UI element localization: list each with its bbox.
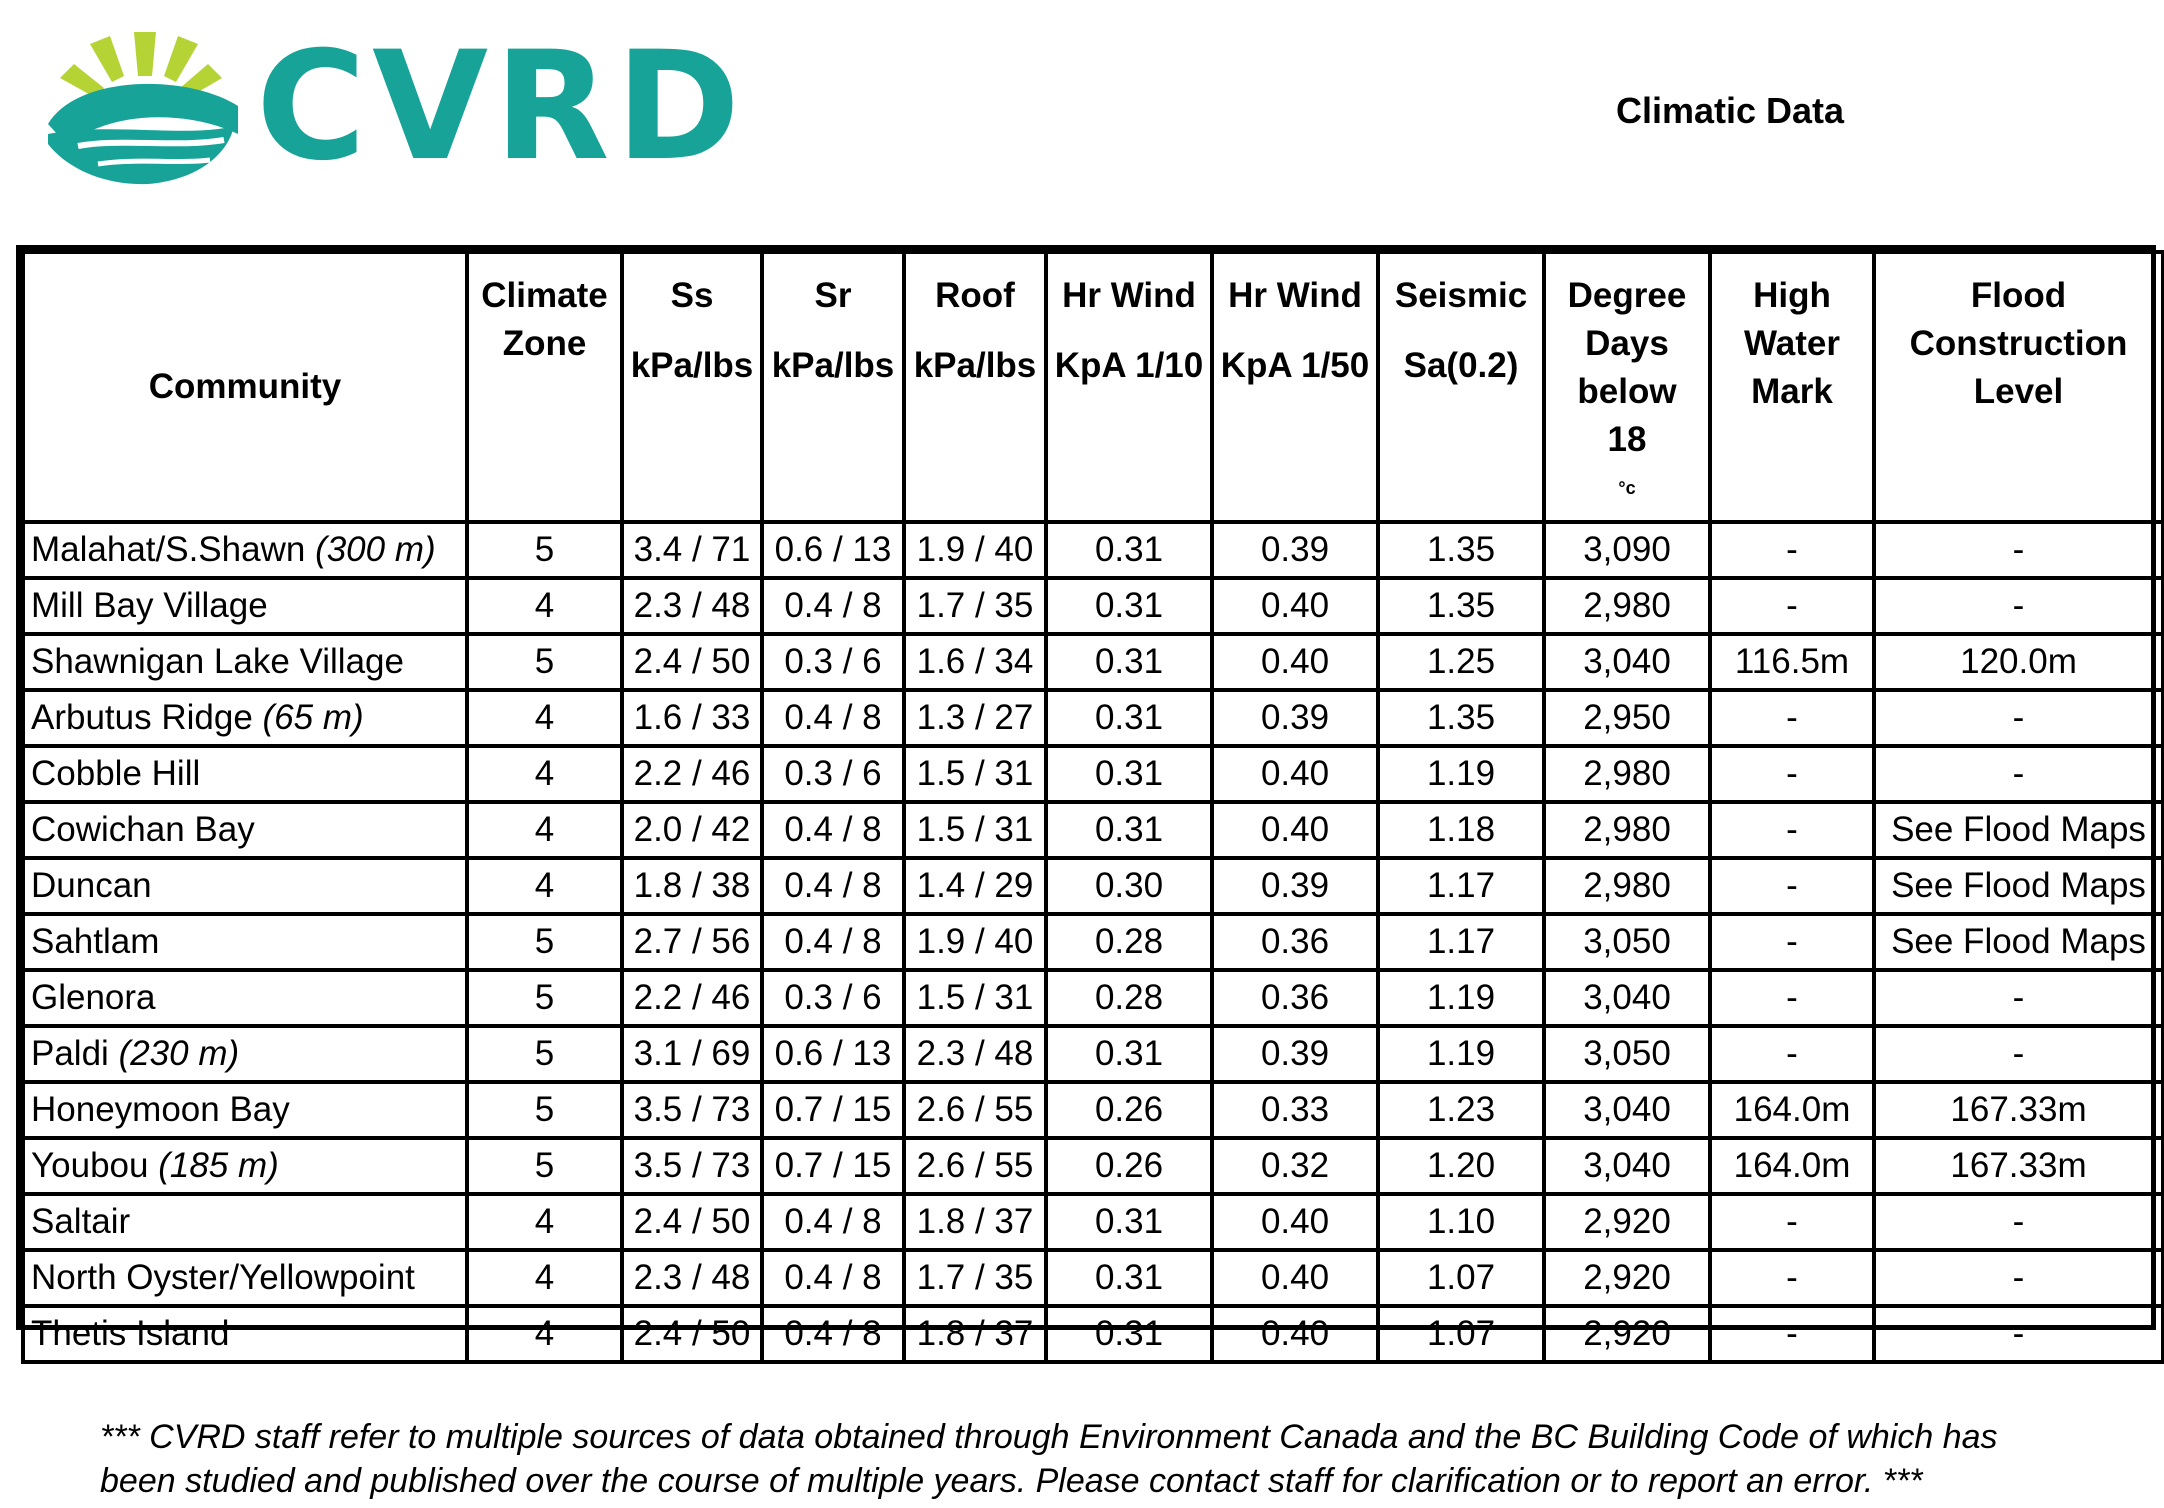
cell-degree-days: 2,980: [1544, 858, 1710, 914]
community-name: Arbutus Ridge: [31, 697, 253, 737]
cell-sr: 0.4 / 8: [762, 578, 904, 634]
cell-seismic: 1.07: [1378, 1306, 1544, 1362]
cell-climate-zone: 5: [467, 1026, 622, 1082]
cell-community: [23, 578, 467, 634]
cell-sr: 0.4 / 8: [762, 1250, 904, 1306]
cell-flood-construction-level: -: [1874, 1250, 2163, 1306]
cell-ss: 2.2 / 46: [622, 746, 762, 802]
cell-roof: 2.6 / 55: [904, 1082, 1046, 1138]
cell-degree-days: 3,090: [1544, 522, 1710, 578]
cell-high-water-mark: -: [1710, 746, 1874, 802]
table-row: [23, 1306, 2163, 1362]
cell-roof: 1.5 / 31: [904, 970, 1046, 1026]
cell-high-water-mark: -: [1710, 522, 1874, 578]
cell-climate-zone: 4: [467, 690, 622, 746]
cell-flood-construction-level: -: [1874, 970, 2163, 1026]
cell-ss: 1.6 / 33: [622, 690, 762, 746]
cell-seismic: 1.35: [1378, 690, 1544, 746]
cell-sr: 0.4 / 8: [762, 1194, 904, 1250]
cell-flood-construction-level: -: [1874, 746, 2163, 802]
table-row: [23, 690, 2163, 746]
cell-degree-days: 3,040: [1544, 1082, 1710, 1138]
cell-high-water-mark: -: [1710, 858, 1874, 914]
cell-climate-zone: 4: [467, 802, 622, 858]
header-ss: Ss kPa/lbs: [622, 252, 762, 522]
sun-wave-logo-icon: [38, 14, 248, 194]
cell-seismic: 1.35: [1378, 578, 1544, 634]
cell-climate-zone: 4: [467, 746, 622, 802]
cell-hr-wind-50: 0.36: [1212, 914, 1378, 970]
cell-seismic: 1.25: [1378, 634, 1544, 690]
cell-ss: 1.8 / 38: [622, 858, 762, 914]
cell-hr-wind-10: 0.28: [1046, 914, 1212, 970]
cell-hr-wind-10: 0.31: [1046, 578, 1212, 634]
cell-flood-construction-level: -: [1874, 1194, 2163, 1250]
cell-degree-days: 2,980: [1544, 746, 1710, 802]
cell-sr: 0.4 / 8: [762, 1306, 904, 1362]
community-name: Honeymoon Bay: [31, 1089, 290, 1129]
cell-degree-days: 3,050: [1544, 1026, 1710, 1082]
cell-climate-zone: 5: [467, 634, 622, 690]
community-name: Malahat/S.Shawn: [31, 529, 306, 569]
cell-high-water-mark: -: [1710, 1194, 1874, 1250]
cell-climate-zone: 5: [467, 970, 622, 1026]
cell-hr-wind-50: 0.40: [1212, 1194, 1378, 1250]
community-name: Saltair: [31, 1201, 131, 1241]
cell-community: [23, 634, 467, 690]
community-name: Youbou: [31, 1145, 149, 1185]
logo-wordmark: CVRD: [256, 20, 747, 194]
header-sr: Sr kPa/lbs: [762, 252, 904, 522]
cell-ss: 2.4 / 50: [622, 1306, 762, 1362]
community-name: Cobble Hill: [31, 753, 201, 793]
cell-degree-days: 3,040: [1544, 1138, 1710, 1194]
page-title: Climatic Data: [1615, 90, 1845, 131]
cell-ss: 2.4 / 50: [622, 1194, 762, 1250]
cell-high-water-mark: -: [1710, 578, 1874, 634]
cell-sr: 0.3 / 6: [762, 970, 904, 1026]
cell-degree-days: 3,040: [1544, 970, 1710, 1026]
cell-roof: 1.6 / 34: [904, 634, 1046, 690]
cell-roof: 1.5 / 31: [904, 746, 1046, 802]
cell-seismic: 1.17: [1378, 914, 1544, 970]
cvrd-logo: [38, 14, 747, 194]
cell-roof: 1.8 / 37: [904, 1194, 1046, 1250]
cell-community: [23, 1026, 467, 1082]
cell-sr: 0.7 / 15: [762, 1138, 904, 1194]
cell-climate-zone: 5: [467, 914, 622, 970]
community-name: Duncan: [31, 865, 152, 905]
cell-roof: 1.9 / 40: [904, 914, 1046, 970]
cell-community: [23, 802, 467, 858]
cell-hr-wind-10: 0.26: [1046, 1082, 1212, 1138]
header-seismic: Seismic Sa(0.2): [1378, 252, 1544, 522]
table-row: [23, 1194, 2163, 1250]
cell-hr-wind-50: 0.40: [1212, 746, 1378, 802]
cell-hr-wind-10: 0.31: [1046, 746, 1212, 802]
cell-seismic: 1.18: [1378, 802, 1544, 858]
cell-roof: 1.8 / 37: [904, 1306, 1046, 1362]
cell-ss: 3.5 / 73: [622, 1082, 762, 1138]
cell-seismic: 1.35: [1378, 522, 1544, 578]
cell-ss: 2.3 / 48: [622, 1250, 762, 1306]
cell-climate-zone: 4: [467, 1306, 622, 1362]
header-high-water-mark: High Water Mark: [1710, 252, 1874, 522]
cell-roof: 2.6 / 55: [904, 1138, 1046, 1194]
cell-high-water-mark: 164.0m: [1710, 1082, 1874, 1138]
cell-roof: 1.7 / 35: [904, 1250, 1046, 1306]
cell-climate-zone: 5: [467, 1082, 622, 1138]
cell-sr: 0.6 / 13: [762, 1026, 904, 1082]
cell-hr-wind-10: 0.31: [1046, 634, 1212, 690]
cell-flood-construction-level: 167.33m: [1874, 1082, 2163, 1138]
community-name: Sahtlam: [31, 921, 160, 961]
climatic-data-table: [16, 245, 2156, 1353]
cell-hr-wind-50: 0.40: [1212, 1306, 1378, 1362]
table-row: [23, 746, 2163, 802]
cell-ss: 3.4 / 71: [622, 522, 762, 578]
cell-roof: 2.3 / 48: [904, 1026, 1046, 1082]
header-flood-construction-level: Flood Construction Level: [1874, 252, 2163, 522]
cell-community: [23, 858, 467, 914]
cell-seismic: 1.19: [1378, 970, 1544, 1026]
cell-sr: 0.4 / 8: [762, 858, 904, 914]
footnote: *** CVRD staff refer to multiple sources of data obtained through Environment Canada and the BC Building Code of which has been studied and published over the course of multiple years. Please contact staff for clarification or to report an error. ***: [100, 1418, 1998, 1500]
cell-ss: 3.1 / 69: [622, 1026, 762, 1082]
community-name: Glenora: [31, 977, 156, 1017]
cell-hr-wind-50: 0.36: [1212, 970, 1378, 1026]
table-row: [23, 1026, 2163, 1082]
cell-climate-zone: 4: [467, 1194, 622, 1250]
cell-hr-wind-10: 0.31: [1046, 802, 1212, 858]
cell-climate-zone: 4: [467, 1250, 622, 1306]
cell-community: [23, 690, 467, 746]
cell-hr-wind-10: 0.28: [1046, 970, 1212, 1026]
table-header-row: [23, 252, 2163, 522]
cell-sr: 0.3 / 6: [762, 634, 904, 690]
cell-roof: 1.5 / 31: [904, 802, 1046, 858]
community-elevation: (65 m): [262, 697, 364, 737]
cell-flood-construction-level: 167.33m: [1874, 1138, 2163, 1194]
community-elevation: (185 m): [158, 1145, 279, 1185]
cell-flood-construction-level: See Flood Maps: [1874, 802, 2163, 858]
cell-high-water-mark: -: [1710, 1250, 1874, 1306]
cell-sr: 0.6 / 13: [762, 522, 904, 578]
cell-flood-construction-level: -: [1874, 522, 2163, 578]
cell-community: [23, 914, 467, 970]
cell-roof: 1.4 / 29: [904, 858, 1046, 914]
cell-seismic: 1.07: [1378, 1250, 1544, 1306]
cell-hr-wind-50: 0.39: [1212, 858, 1378, 914]
cell-hr-wind-10: 0.31: [1046, 1306, 1212, 1362]
cell-hr-wind-50: 0.39: [1212, 522, 1378, 578]
cell-seismic: 1.19: [1378, 746, 1544, 802]
cell-hr-wind-50: 0.40: [1212, 634, 1378, 690]
cell-ss: 2.7 / 56: [622, 914, 762, 970]
community-name: Paldi: [31, 1033, 109, 1073]
cell-hr-wind-10: 0.31: [1046, 1250, 1212, 1306]
cell-sr: 0.7 / 15: [762, 1082, 904, 1138]
table-row: [23, 1082, 2163, 1138]
cell-seismic: 1.10: [1378, 1194, 1544, 1250]
cell-ss: 2.3 / 48: [622, 578, 762, 634]
cell-climate-zone: 4: [467, 578, 622, 634]
cell-sr: 0.4 / 8: [762, 914, 904, 970]
header-climate-zone: Climate Zone: [467, 252, 622, 522]
cell-hr-wind-10: 0.31: [1046, 1194, 1212, 1250]
cell-seismic: 1.23: [1378, 1082, 1544, 1138]
cell-degree-days: 2,920: [1544, 1194, 1710, 1250]
cell-community: [23, 522, 467, 578]
table-row: [23, 522, 2163, 578]
table-row: [23, 1138, 2163, 1194]
community-name: Mill Bay Village: [31, 585, 268, 625]
cell-community: [23, 1082, 467, 1138]
cell-community: [23, 746, 467, 802]
cell-community: [23, 1306, 467, 1362]
cell-flood-construction-level: -: [1874, 1026, 2163, 1082]
cell-degree-days: 3,050: [1544, 914, 1710, 970]
cell-hr-wind-10: 0.26: [1046, 1138, 1212, 1194]
community-elevation: (300 m): [315, 529, 436, 569]
cell-high-water-mark: -: [1710, 802, 1874, 858]
community-name: North Oyster/Yellowpoint: [31, 1257, 415, 1297]
cell-flood-construction-level: -: [1874, 690, 2163, 746]
table-row: [23, 634, 2163, 690]
cell-high-water-mark: -: [1710, 1026, 1874, 1082]
cell-degree-days: 2,920: [1544, 1250, 1710, 1306]
cell-seismic: 1.19: [1378, 1026, 1544, 1082]
cell-flood-construction-level: -: [1874, 578, 2163, 634]
cell-community: [23, 1138, 467, 1194]
cell-roof: 1.9 / 40: [904, 522, 1046, 578]
cell-high-water-mark: -: [1710, 1306, 1874, 1362]
community-elevation: (230 m): [118, 1033, 240, 1073]
table-row: [23, 802, 2163, 858]
cell-community: [23, 1250, 467, 1306]
header-degree-days: Degree Days below $18^{^\circ c}$: [1544, 252, 1710, 522]
cell-hr-wind-10: 0.31: [1046, 522, 1212, 578]
cell-hr-wind-50: 0.40: [1212, 802, 1378, 858]
cell-high-water-mark: 164.0m: [1710, 1138, 1874, 1194]
cell-degree-days: 2,980: [1544, 802, 1710, 858]
cell-climate-zone: 5: [467, 522, 622, 578]
cell-roof: 1.7 / 35: [904, 578, 1046, 634]
cell-degree-days: 2,980: [1544, 578, 1710, 634]
cell-seismic: 1.20: [1378, 1138, 1544, 1194]
header-hr-wind-10: Hr Wind KpA 1/10: [1046, 252, 1212, 522]
cell-ss: 2.2 / 46: [622, 970, 762, 1026]
cell-ss: 2.0 / 42: [622, 802, 762, 858]
cell-degree-days: 3,040: [1544, 634, 1710, 690]
cell-ss: 3.5 / 73: [622, 1138, 762, 1194]
community-name: Cowichan Bay: [31, 809, 255, 849]
cell-hr-wind-50: 0.32: [1212, 1138, 1378, 1194]
cell-degree-days: 2,920: [1544, 1306, 1710, 1362]
cell-seismic: 1.17: [1378, 858, 1544, 914]
header-roof: Roof kPa/lbs: [904, 252, 1046, 522]
cell-high-water-mark: -: [1710, 914, 1874, 970]
table-row: [23, 914, 2163, 970]
community-name: Thetis Island: [31, 1313, 230, 1353]
cell-flood-construction-level: -: [1874, 1306, 2163, 1362]
cell-hr-wind-50: 0.33: [1212, 1082, 1378, 1138]
cell-high-water-mark: 116.5m: [1710, 634, 1874, 690]
header-community: Community: [23, 252, 467, 522]
cell-hr-wind-10: 0.30: [1046, 858, 1212, 914]
cell-hr-wind-50: 0.39: [1212, 1026, 1378, 1082]
cell-hr-wind-10: 0.31: [1046, 1026, 1212, 1082]
cell-flood-construction-level: See Flood Maps: [1874, 858, 2163, 914]
table-row: [23, 858, 2163, 914]
cell-degree-days: 2,950: [1544, 690, 1710, 746]
table-row: [23, 578, 2163, 634]
table-row: [23, 1250, 2163, 1306]
cell-hr-wind-50: 0.40: [1212, 1250, 1378, 1306]
header-hr-wind-50: Hr Wind KpA 1/50: [1212, 252, 1378, 522]
cell-sr: 0.3 / 6: [762, 746, 904, 802]
cell-climate-zone: 5: [467, 1138, 622, 1194]
cell-ss: 2.4 / 50: [622, 634, 762, 690]
cell-hr-wind-50: 0.39: [1212, 690, 1378, 746]
cell-community: [23, 970, 467, 1026]
cell-sr: 0.4 / 8: [762, 802, 904, 858]
table-row: [23, 970, 2163, 1026]
cell-hr-wind-50: 0.40: [1212, 578, 1378, 634]
cell-hr-wind-10: 0.31: [1046, 690, 1212, 746]
cell-flood-construction-level: See Flood Maps: [1874, 914, 2163, 970]
cell-roof: 1.3 / 27: [904, 690, 1046, 746]
cell-high-water-mark: -: [1710, 970, 1874, 1026]
cell-community: [23, 1194, 467, 1250]
cell-flood-construction-level: 120.0m: [1874, 634, 2163, 690]
cell-sr: 0.4 / 8: [762, 690, 904, 746]
cell-high-water-mark: -: [1710, 690, 1874, 746]
community-name: Shawnigan Lake Village: [31, 641, 404, 681]
cell-climate-zone: 4: [467, 858, 622, 914]
